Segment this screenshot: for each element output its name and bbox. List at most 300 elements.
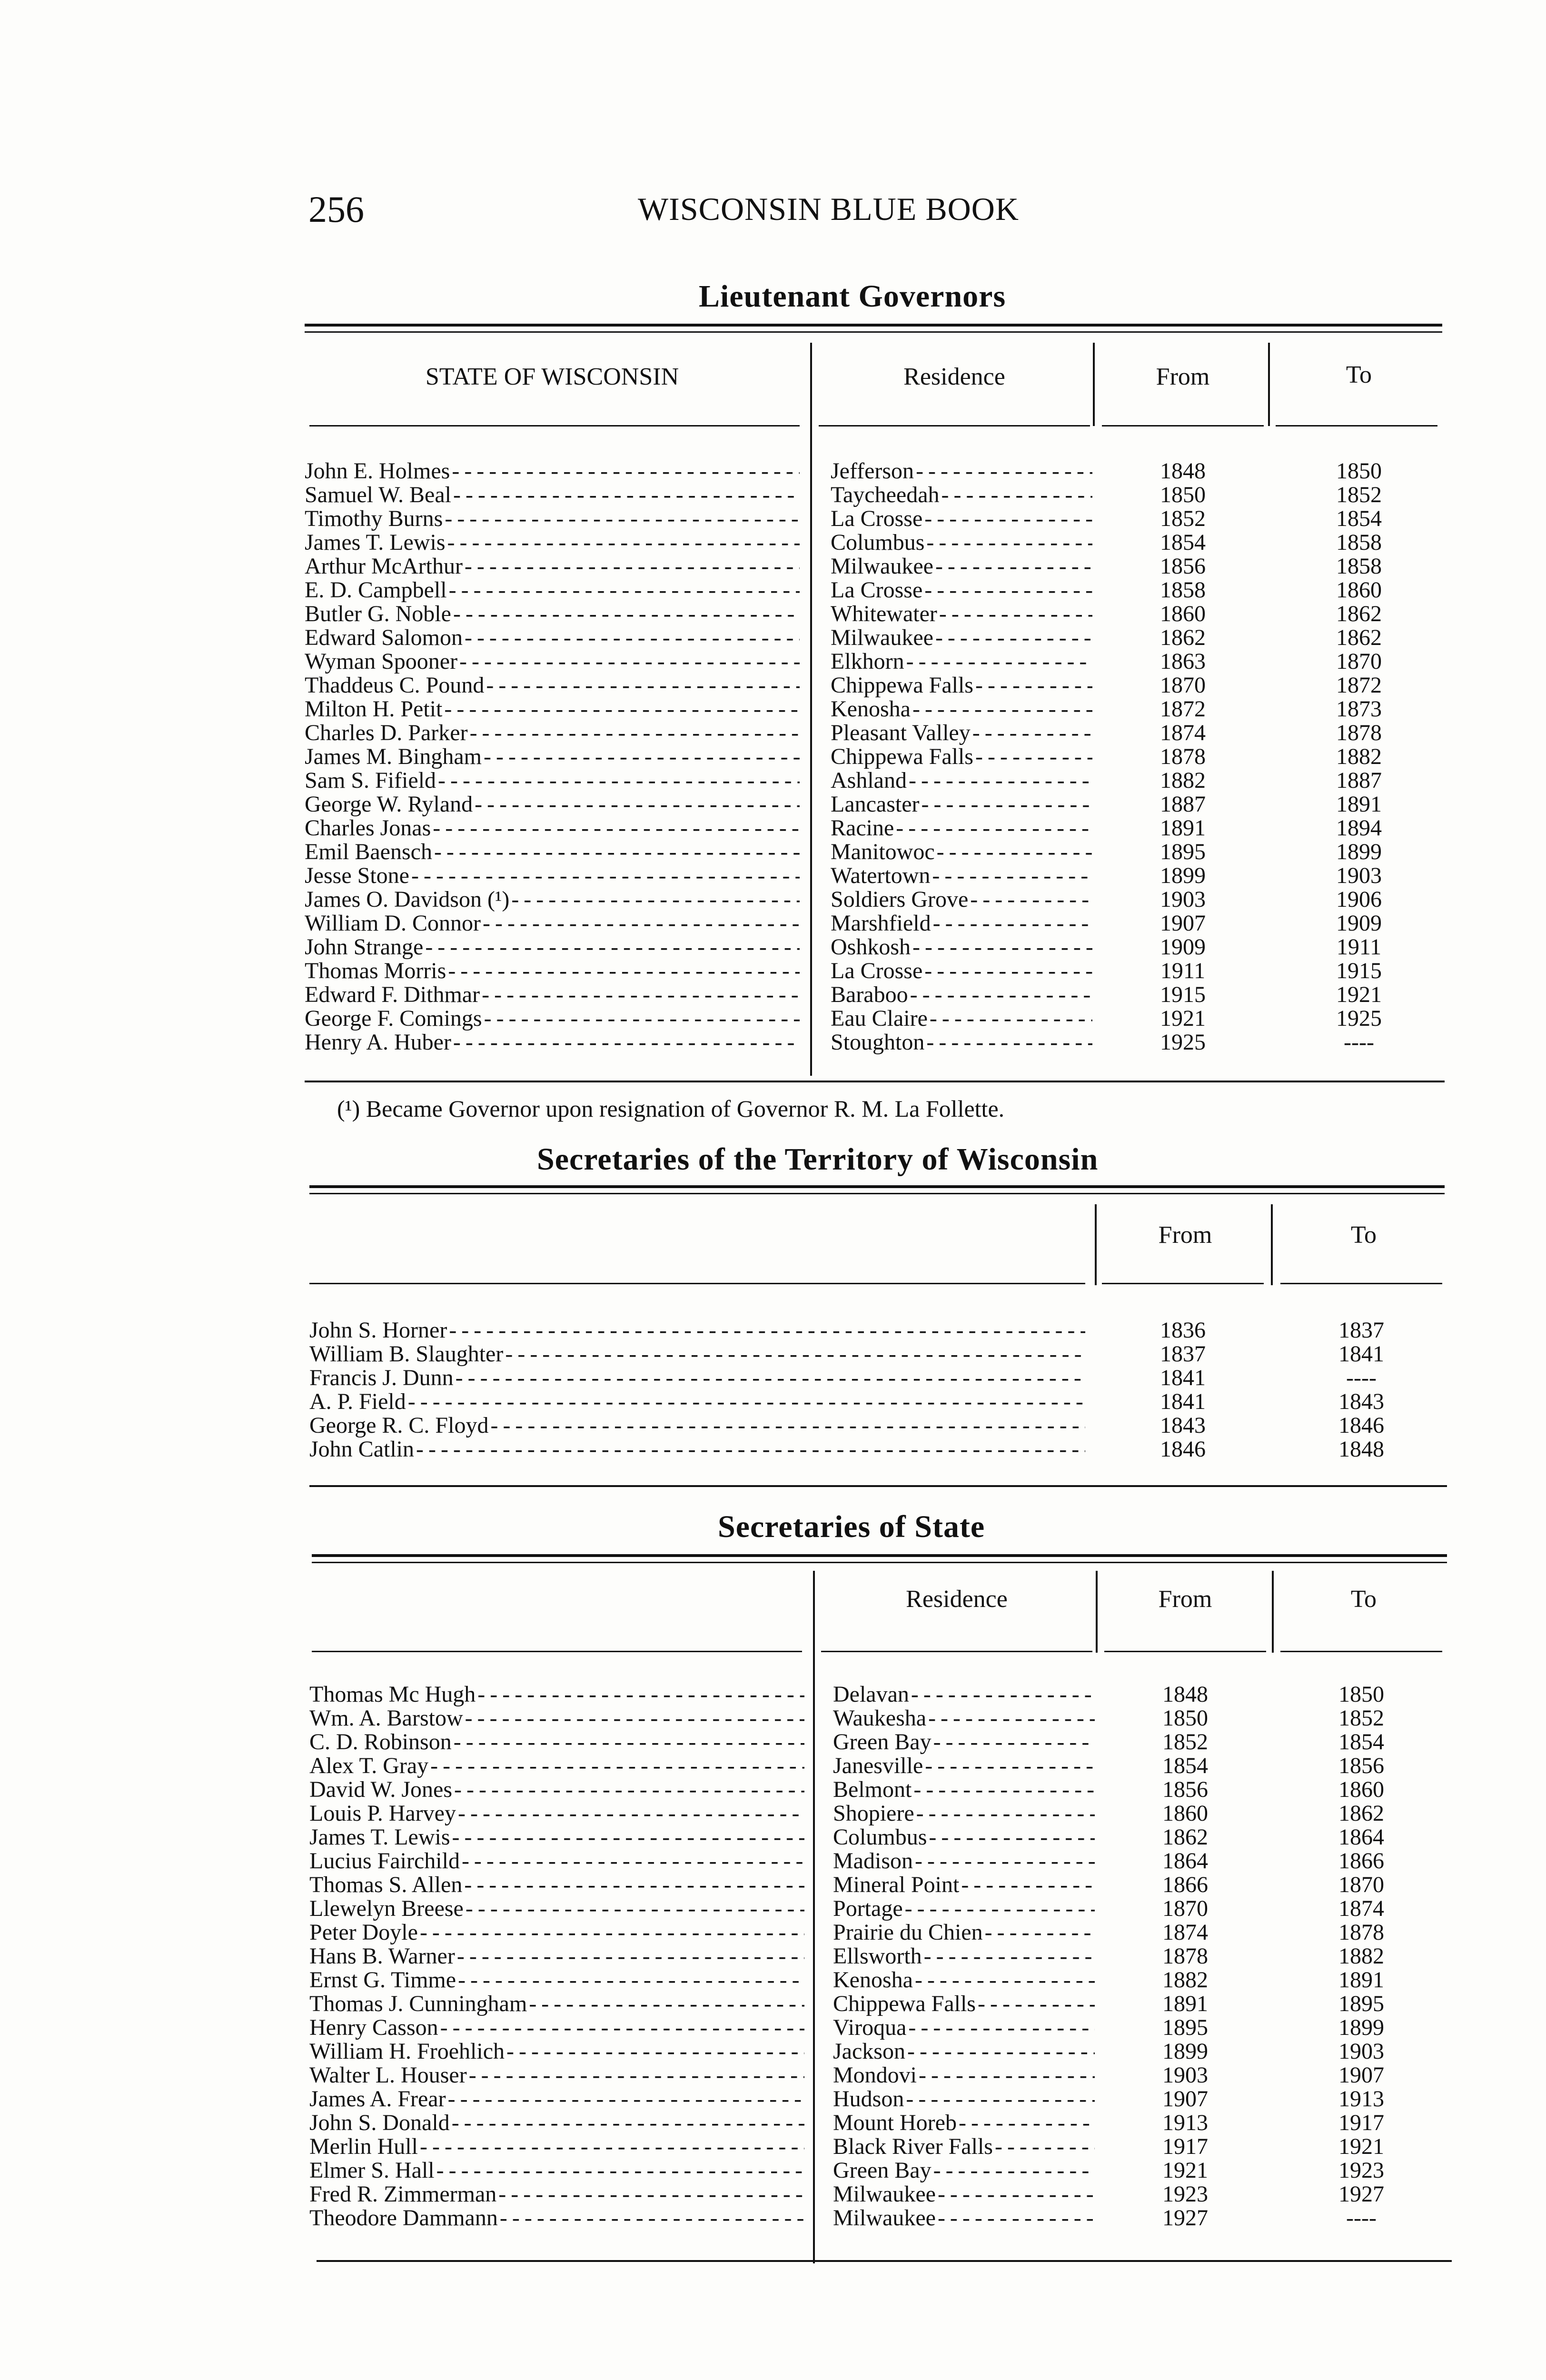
cell-text: 1852	[1336, 483, 1382, 507]
cell-text: 1870	[1160, 674, 1206, 697]
table-cell	[1116, 1873, 1254, 1897]
table-cell	[309, 2206, 804, 2230]
dot-leader	[484, 745, 800, 769]
table-cell	[1290, 721, 1428, 745]
cell-text: Wyman Spooner	[305, 650, 458, 674]
cell-text: 1906	[1336, 888, 1382, 912]
table-cell	[1116, 1897, 1254, 1921]
table-cell	[1116, 1825, 1254, 1849]
cell-text: 1917	[1162, 2135, 1208, 2159]
table-cell	[1292, 1319, 1430, 1342]
table-cell	[831, 959, 1092, 983]
table-cell	[833, 2087, 1095, 2111]
table-cell	[305, 864, 800, 888]
table-cell	[1292, 2206, 1430, 2230]
table-cell	[1116, 2182, 1254, 2206]
column-header-to: To	[1350, 1221, 1377, 1249]
cell-text: Henry Casson	[309, 2016, 438, 2040]
dot-leader	[448, 959, 800, 983]
header-rule	[821, 1651, 1092, 1652]
cell-text: Hudson	[833, 2087, 904, 2111]
dot-leader	[452, 2111, 804, 2135]
table-cell	[1114, 840, 1252, 864]
dot-leader	[458, 1802, 804, 1825]
table-cell	[1114, 1390, 1252, 1414]
table-cell	[1114, 1319, 1252, 1342]
table-cell	[309, 1921, 804, 1944]
dot-leader	[938, 2206, 1095, 2230]
cell-text: 1836	[1160, 1319, 1206, 1342]
cell-text: 1913	[1162, 2111, 1208, 2135]
table-cell	[1290, 816, 1428, 840]
cell-text: Walter L. Houser	[309, 2063, 467, 2087]
territory-secretaries-from	[1114, 1319, 1252, 1461]
cell-text: 1858	[1336, 555, 1382, 578]
table-cell	[1292, 1342, 1430, 1366]
table-cell	[1292, 1778, 1430, 1802]
cell-text: 1850	[1338, 1683, 1384, 1706]
cell-text: 1927	[1338, 2182, 1384, 2206]
cell-text: 1870	[1336, 650, 1382, 674]
cell-text: 1858	[1160, 578, 1206, 602]
table-cell	[1114, 697, 1252, 721]
cell-text: Ellsworth	[833, 1944, 922, 1968]
table-cell	[1292, 1414, 1430, 1438]
cell-text: Thaddeus C. Pound	[305, 674, 485, 697]
table-cell	[831, 745, 1092, 769]
cell-text: Stoughton	[831, 1031, 925, 1054]
table-cell	[833, 1849, 1095, 1873]
cell-text: 1854	[1336, 507, 1382, 531]
table-cell	[831, 578, 1092, 602]
cell-text: 1860	[1162, 1802, 1208, 1825]
dot-leader	[462, 1849, 804, 1873]
dot-leader	[465, 555, 800, 578]
table-cell	[833, 1992, 1095, 2016]
dot-leader	[924, 507, 1092, 531]
dot-leader	[896, 816, 1092, 840]
table-cell	[833, 2111, 1095, 2135]
header-rule	[1280, 1283, 1442, 1284]
cell-text: Thomas J. Cunningham	[309, 1992, 527, 2016]
table-cell	[831, 840, 1092, 864]
table-cell	[833, 2063, 1095, 2087]
cell-text: 1915	[1160, 983, 1206, 1007]
cell-text: Milwaukee	[833, 2182, 936, 2206]
dot-leader	[449, 578, 800, 602]
table-cell	[309, 1825, 804, 1849]
cell-text: Arthur McArthur	[305, 555, 463, 578]
cell-text: Butler G. Noble	[305, 602, 451, 626]
table-top-rule-thin	[312, 1562, 1447, 1563]
footnote	[337, 1095, 1004, 1122]
cell-text: Elmer S. Hall	[309, 2159, 435, 2182]
cell-text: Timothy Burns	[305, 507, 443, 531]
table-cell	[309, 1968, 804, 1992]
cell-text: Lucius Fairchild	[309, 1849, 460, 1873]
table-cell	[305, 650, 800, 674]
cell-text: 1899	[1162, 2040, 1208, 2063]
table-cell	[833, 2016, 1095, 2040]
cell-text: 1882	[1162, 1968, 1208, 1992]
table-cell	[305, 1031, 800, 1054]
table-cell	[1114, 1342, 1252, 1366]
cell-text: 1843	[1160, 1414, 1206, 1438]
table-cell	[309, 1992, 804, 2016]
cell-text: 1856	[1162, 1778, 1208, 1802]
cell-text: Chippewa Falls	[833, 1992, 976, 2016]
cell-text: 1882	[1160, 769, 1206, 793]
table-cell	[831, 888, 1092, 912]
table-cell	[1290, 912, 1428, 935]
table-cell	[1116, 1730, 1254, 1754]
dot-leader	[425, 935, 800, 959]
dot-leader	[906, 2087, 1095, 2111]
cell-text: C. D. Robinson	[309, 1730, 452, 1754]
cell-text: ----	[1346, 2206, 1377, 2230]
cell-text: 1843	[1338, 1390, 1384, 1414]
cell-text: George W. Ryland	[305, 793, 473, 816]
dot-leader	[924, 959, 1092, 983]
cell-text: Ashland	[831, 769, 907, 793]
cell-text: 1899	[1160, 864, 1206, 888]
cell-text: 1891	[1162, 1992, 1208, 2016]
dot-leader	[459, 650, 800, 674]
table-cell	[1114, 507, 1252, 531]
table-cell	[1114, 1007, 1252, 1031]
dot-leader	[930, 1007, 1092, 1031]
cell-text: 1878	[1160, 745, 1206, 769]
cell-text: Green Bay	[833, 2159, 932, 2182]
table-cell	[1290, 1007, 1428, 1031]
table-cell	[1116, 2111, 1254, 2135]
table-cell	[305, 721, 800, 745]
table-cell	[831, 769, 1092, 793]
table-cell	[305, 697, 800, 721]
table-cell	[831, 1007, 1092, 1031]
footnote-mark: (¹)	[337, 1095, 360, 1122]
cell-text: Merlin Hull	[309, 2135, 418, 2159]
cell-text: 1921	[1338, 2135, 1384, 2159]
cell-text: 1894	[1336, 816, 1382, 840]
dot-leader	[906, 650, 1092, 674]
cell-text: Racine	[831, 816, 894, 840]
cell-text: Sam S. Fifield	[305, 769, 436, 793]
cell-text: Milwaukee	[831, 555, 933, 578]
cell-text: Oshkosh	[831, 935, 911, 959]
table-cell	[309, 2135, 804, 2159]
table-cell	[309, 1438, 1085, 1461]
cell-text: Milwaukee	[831, 626, 933, 650]
table-cell	[305, 674, 800, 697]
cell-text: 1854	[1338, 1730, 1384, 1754]
table-cell	[831, 459, 1092, 483]
dot-leader	[416, 1438, 1085, 1461]
table-cell	[833, 1897, 1095, 1921]
dot-leader	[909, 769, 1092, 793]
cell-text: 1907	[1162, 2087, 1208, 2111]
table-cell	[309, 2159, 804, 2182]
table-cell	[305, 935, 800, 959]
table-cell	[1116, 2159, 1254, 2182]
cell-text: Whitewater	[831, 602, 937, 626]
cell-text: 1870	[1162, 1897, 1208, 1921]
table-cell	[1114, 555, 1252, 578]
table-cell	[305, 959, 800, 983]
table-cell	[1292, 1897, 1430, 1921]
dot-leader	[486, 674, 800, 697]
table-cell	[1292, 1390, 1430, 1414]
cell-text: Marshfield	[831, 912, 931, 935]
dot-leader	[436, 2159, 804, 2182]
table-cell	[309, 2063, 804, 2087]
table-cell	[309, 1802, 804, 1825]
cell-text: Samuel W. Beal	[305, 483, 451, 507]
table-cell	[1290, 840, 1428, 864]
table-cell	[1292, 1438, 1430, 1461]
dot-leader	[935, 555, 1092, 578]
table-cell	[833, 1706, 1095, 1730]
cell-text: La Crosse	[831, 507, 923, 531]
table-cell	[833, 2182, 1095, 2206]
table-cell	[1292, 1366, 1430, 1390]
dot-leader	[452, 1825, 805, 1849]
header-rule	[312, 1651, 802, 1652]
cell-text: John Catlin	[309, 1438, 415, 1461]
table-cell	[1114, 959, 1252, 983]
table-cell	[833, 1778, 1095, 1802]
cell-text: 1878	[1338, 1921, 1384, 1944]
table-cell	[1290, 459, 1428, 483]
cell-text: John E. Holmes	[305, 459, 450, 483]
cell-text: Manitowoc	[831, 840, 935, 864]
table-cell	[1292, 1968, 1430, 1992]
cell-text: Fred R. Zimmerman	[309, 2182, 497, 2206]
table-cell	[309, 2087, 804, 2111]
cell-text: 1872	[1160, 697, 1206, 721]
table-cell	[309, 2016, 804, 2040]
cell-text: Elkhorn	[831, 650, 904, 674]
cell-text: Belmont	[833, 1778, 912, 1802]
table-cell	[305, 793, 800, 816]
dot-leader	[444, 697, 800, 721]
table-bottom-rule	[305, 1081, 1445, 1082]
table-cell	[833, 2135, 1095, 2159]
table-cell	[831, 531, 1092, 555]
table-cell	[1290, 531, 1428, 555]
table-cell	[1292, 2016, 1430, 2040]
territory-secretaries-names	[309, 1319, 1085, 1461]
dot-leader	[490, 1414, 1085, 1438]
cell-text: 1921	[1162, 2159, 1208, 2182]
dot-leader	[941, 483, 1093, 507]
table-cell	[1114, 1366, 1252, 1390]
cell-text: La Crosse	[831, 578, 923, 602]
dot-leader	[420, 2135, 804, 2159]
table-cell	[305, 983, 800, 1007]
table-cell	[831, 507, 1092, 531]
cell-text: John S. Donald	[309, 2111, 450, 2135]
footnote-text: Became Governor upon resignation of Governor R. M. La Follette.	[366, 1095, 1005, 1122]
dot-leader	[440, 2016, 804, 2040]
table-cell	[1292, 2087, 1430, 2111]
cell-text: 1870	[1338, 1873, 1384, 1897]
cell-text: 1874	[1338, 1897, 1384, 1921]
table-cell	[1292, 1730, 1430, 1754]
cell-text: Peter Doyle	[309, 1921, 418, 1944]
dot-leader	[452, 459, 800, 483]
table-cell	[1116, 2016, 1254, 2040]
column-header-from: From	[1158, 1221, 1212, 1249]
cell-text: Louis P. Harvey	[309, 1802, 456, 1825]
dot-leader	[970, 888, 1092, 912]
dot-leader	[933, 1730, 1095, 1754]
table-cell	[1116, 1849, 1254, 1873]
cell-text: Hans B. Warner	[309, 1944, 455, 1968]
table-cell	[1114, 864, 1252, 888]
dot-leader	[448, 2087, 804, 2111]
cell-text: James T. Lewis	[305, 531, 446, 555]
table-cell	[309, 2111, 804, 2135]
dot-leader	[912, 935, 1092, 959]
dot-leader	[933, 2159, 1095, 2182]
table-cell	[831, 864, 1092, 888]
dot-leader	[430, 1754, 804, 1778]
cell-text: 1837	[1160, 1342, 1206, 1366]
table-cell	[1290, 959, 1428, 983]
table-cell	[831, 793, 1092, 816]
table-cell	[309, 1319, 1085, 1342]
dot-leader	[470, 721, 800, 745]
cell-text: William H. Froehlich	[309, 2040, 505, 2063]
dot-leader	[912, 697, 1092, 721]
dot-leader	[464, 1873, 804, 1897]
cell-text: Alex T. Gray	[309, 1754, 429, 1778]
dot-leader	[505, 1342, 1085, 1366]
column-header-from: From	[1158, 1586, 1212, 1613]
dot-leader	[465, 1706, 804, 1730]
column-divider	[1095, 1204, 1097, 1285]
table-cell	[1292, 1802, 1430, 1825]
table-cell	[1292, 1849, 1430, 1873]
header-rule	[1276, 425, 1437, 426]
dot-leader	[453, 602, 800, 626]
table-cell	[1292, 2111, 1430, 2135]
cell-text: 1850	[1162, 1706, 1208, 1730]
cell-text: 1907	[1160, 912, 1206, 935]
cell-text: 1864	[1162, 1849, 1208, 1873]
state-secretaries-names	[309, 1683, 804, 2230]
table-cell	[309, 1754, 804, 1778]
table-cell	[305, 602, 800, 626]
cell-text: Eau Claire	[831, 1007, 928, 1031]
dot-leader	[932, 864, 1092, 888]
cell-text: Prairie du Chien	[833, 1921, 983, 1944]
cell-text: 1866	[1162, 1873, 1208, 1897]
header-rule	[1104, 1651, 1266, 1652]
table-cell	[1116, 1683, 1254, 1706]
table-cell	[833, 1802, 1095, 1825]
table-cell	[1290, 1031, 1428, 1054]
cell-text: 1848	[1160, 459, 1206, 483]
cell-text: Emil Baensch	[305, 840, 432, 864]
cell-text: 1874	[1160, 721, 1206, 745]
dot-leader	[911, 1683, 1095, 1706]
dot-leader	[922, 793, 1092, 816]
dot-leader	[924, 578, 1092, 602]
cell-text: 1864	[1338, 1825, 1384, 1849]
dot-leader	[408, 1390, 1085, 1414]
table-cell	[1114, 721, 1252, 745]
dot-leader	[938, 2182, 1095, 2206]
table-cell	[1114, 650, 1252, 674]
cell-text: 1862	[1336, 602, 1382, 626]
cell-text: 1856	[1338, 1754, 1384, 1778]
dot-leader	[935, 626, 1092, 650]
cell-text: E. D. Campbell	[305, 578, 447, 602]
dot-leader	[910, 983, 1092, 1007]
cell-text: 1860	[1338, 1778, 1384, 1802]
cell-text: 1852	[1162, 1730, 1208, 1754]
cell-text: Theodore Dammann	[309, 2206, 498, 2230]
cell-text: 1903	[1336, 864, 1382, 888]
cell-text: Green Bay	[833, 1730, 932, 1754]
table-cell	[1290, 864, 1428, 888]
dot-leader	[978, 1992, 1095, 2016]
table-cell	[1292, 1992, 1430, 2016]
table-cell	[305, 531, 800, 555]
table-cell	[1290, 626, 1428, 650]
table-top-rule	[305, 324, 1442, 327]
table-cell	[1116, 2040, 1254, 2063]
column-header-from: From	[1156, 363, 1210, 390]
table-cell	[305, 507, 800, 531]
cell-text: 1882	[1338, 1944, 1384, 1968]
table-cell	[1114, 626, 1252, 650]
dot-leader	[475, 793, 800, 816]
dot-leader	[477, 1683, 804, 1706]
dot-leader	[939, 602, 1092, 626]
dot-leader	[453, 1031, 800, 1054]
table-cell	[1116, 1921, 1254, 1944]
table-bottom-rule	[317, 2260, 1452, 2262]
cell-text: 1903	[1160, 888, 1206, 912]
lt-governors-names	[305, 459, 800, 1054]
table-cell	[1292, 1825, 1430, 1849]
table-cell	[833, 2206, 1095, 2230]
dot-leader	[926, 1031, 1092, 1054]
dot-leader	[933, 912, 1092, 935]
cell-text: 1852	[1160, 507, 1206, 531]
cell-text: Charles Jonas	[305, 816, 431, 840]
cell-text: 1841	[1160, 1366, 1206, 1390]
dot-leader	[466, 1897, 804, 1921]
table-cell	[1290, 674, 1428, 697]
table-cell	[833, 1730, 1095, 1754]
table-cell	[1114, 769, 1252, 793]
cell-text: 1848	[1162, 1683, 1208, 1706]
table-cell	[309, 1730, 804, 1754]
cell-text: Shopiere	[833, 1802, 914, 1825]
cell-text: 1891	[1336, 793, 1382, 816]
cell-text: 1891	[1160, 816, 1206, 840]
dot-leader	[928, 1706, 1095, 1730]
table-top-rule-thin	[305, 331, 1442, 333]
dot-leader	[926, 531, 1092, 555]
cell-text: 1895	[1160, 840, 1206, 864]
cell-text: Madison	[833, 1849, 913, 1873]
table-cell	[1292, 1944, 1430, 1968]
